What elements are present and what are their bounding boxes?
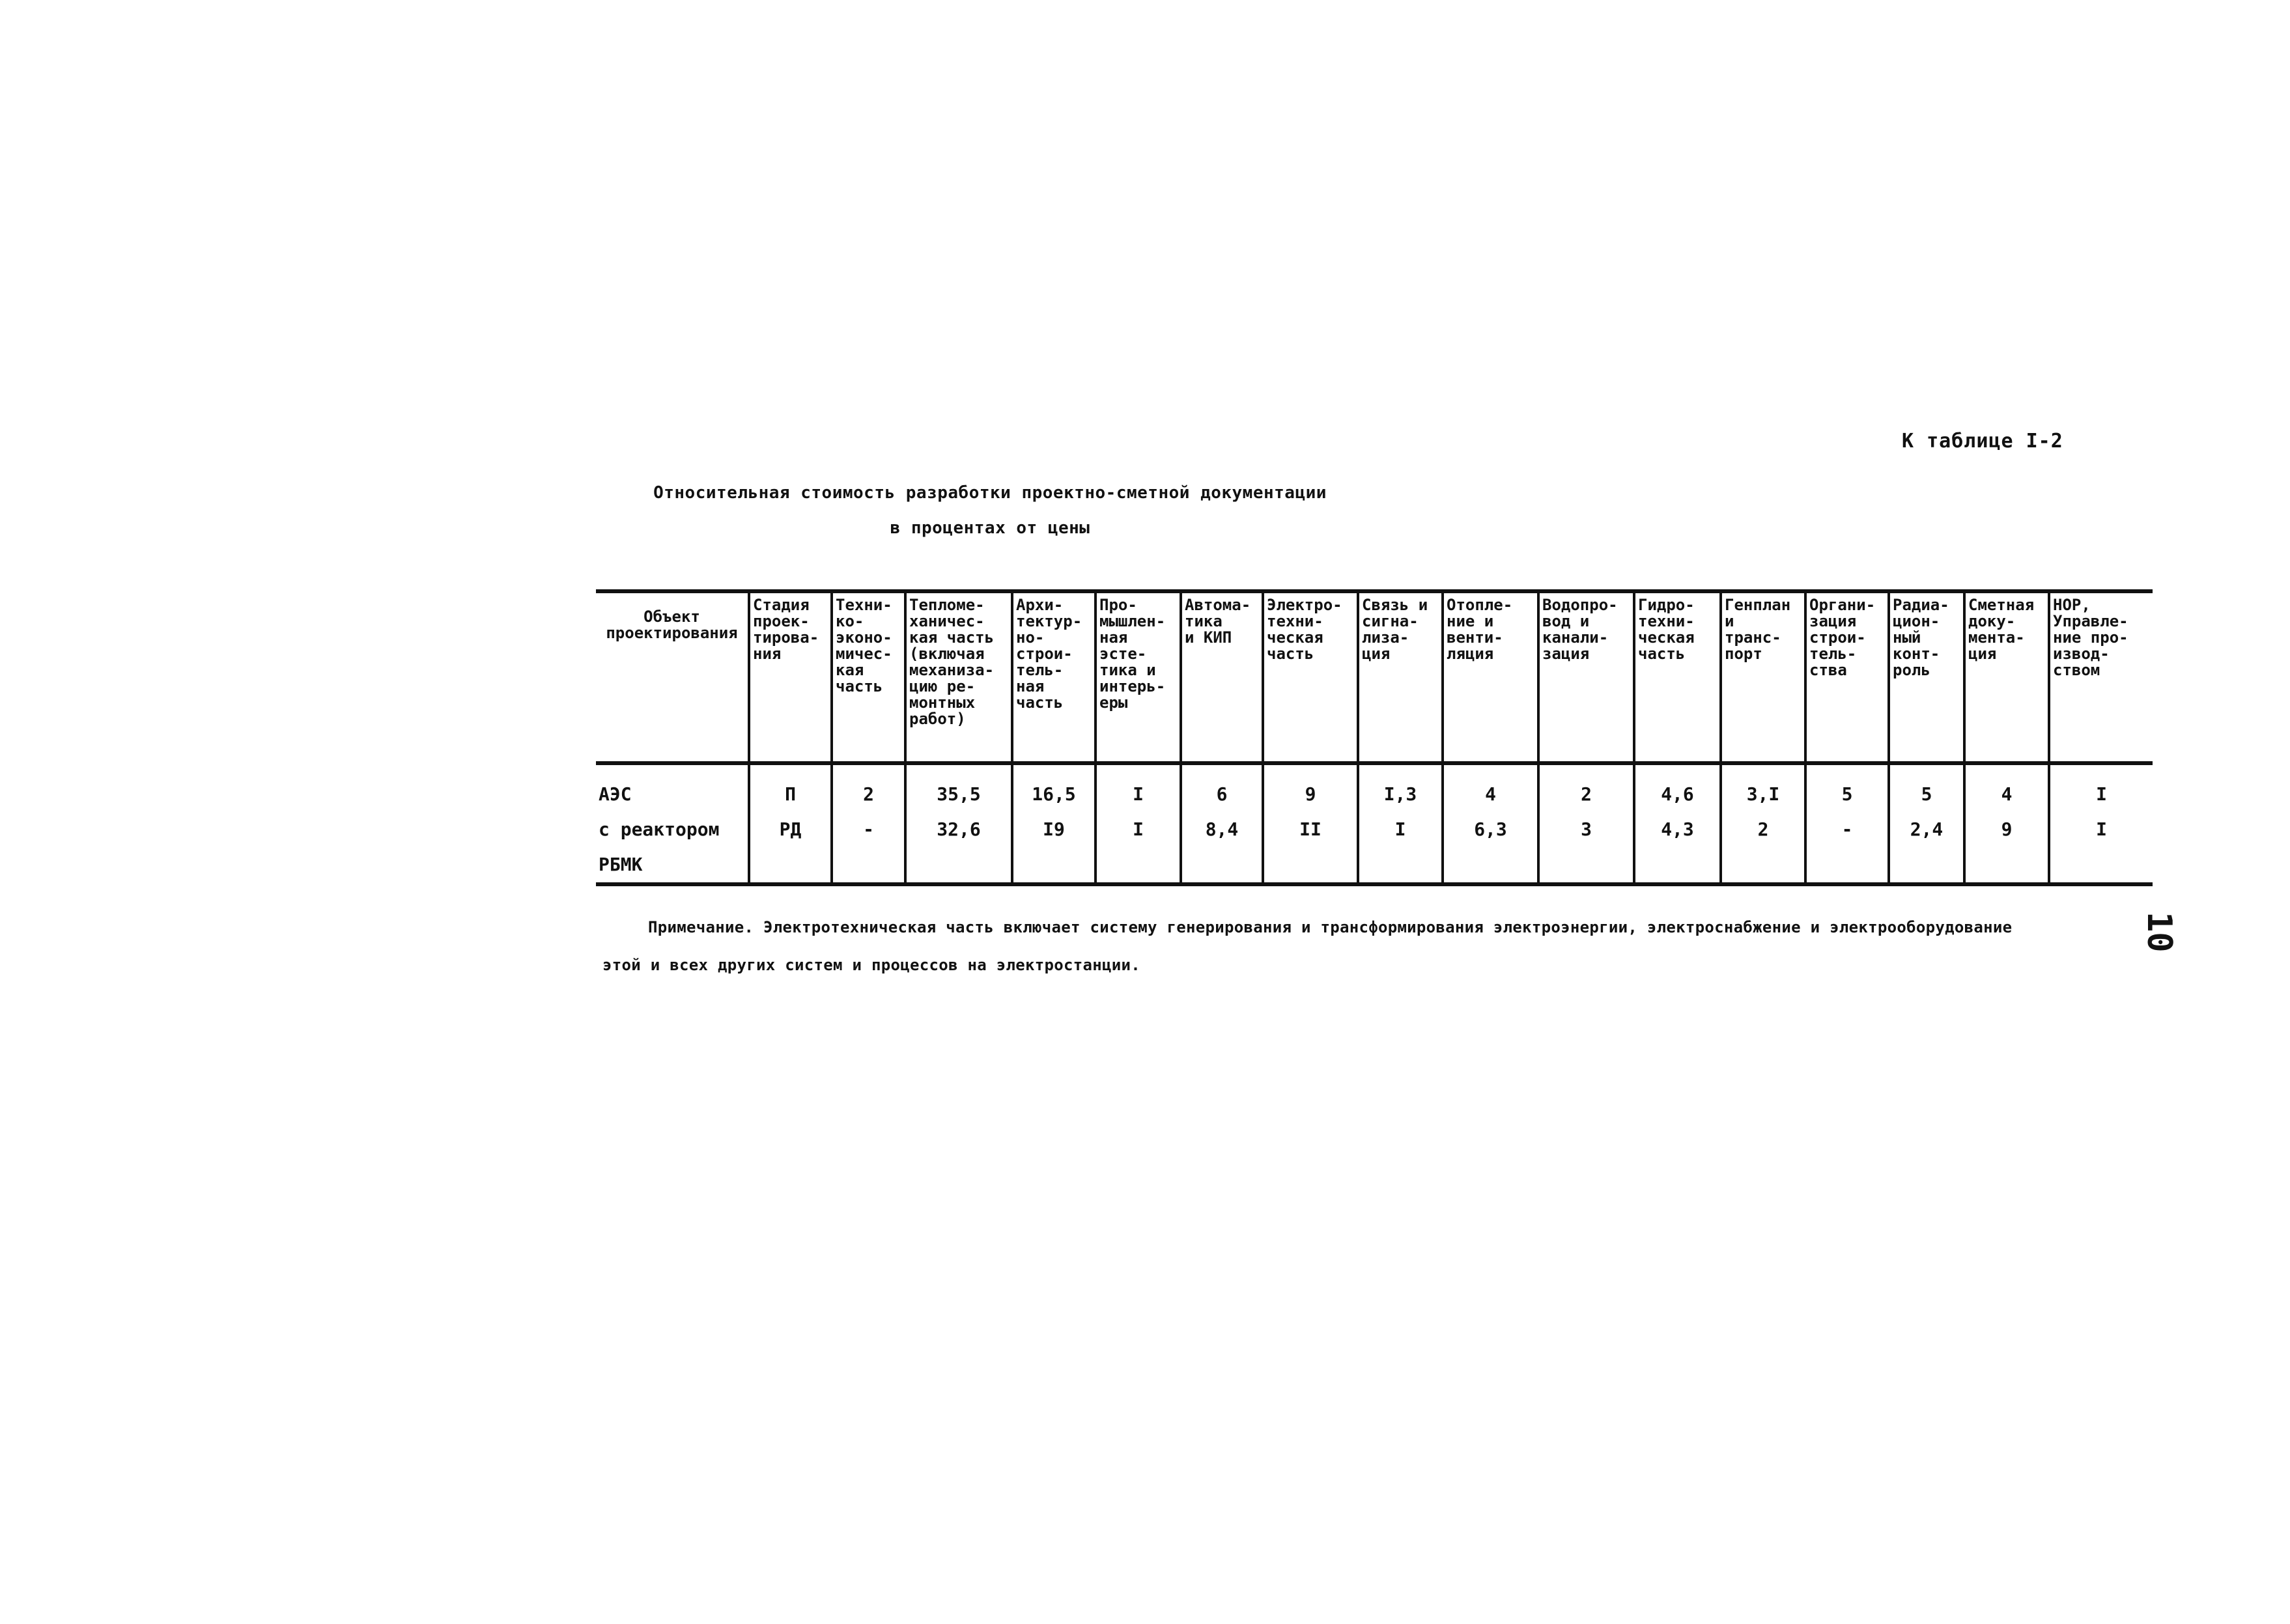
cell bbox=[1889, 847, 1964, 884]
cell bbox=[1263, 847, 1358, 884]
cell: II bbox=[1263, 812, 1358, 847]
cell: РД bbox=[749, 812, 832, 847]
cell: 4 bbox=[1443, 763, 1538, 812]
cell: 3 bbox=[1538, 812, 1634, 847]
cell: I,3 bbox=[1358, 763, 1443, 812]
header-genplan: Генплан и транс- порт bbox=[1721, 591, 1805, 763]
cell bbox=[1634, 847, 1721, 884]
header-water: Водопро- вод и канали- зация bbox=[1538, 591, 1634, 763]
header-tech-econ: Техни- ко- эконо- мичес- кая часть bbox=[832, 591, 905, 763]
cell: 4 bbox=[1964, 763, 2049, 812]
cell: 5 bbox=[1805, 763, 1889, 812]
cell: 9 bbox=[1263, 763, 1358, 812]
header-stage: Стадия проек- тирова- ния bbox=[749, 591, 832, 763]
note-line-2: этой и всех других систем и процессов на электростанции. bbox=[602, 956, 1140, 974]
cell: 32,6 bbox=[905, 812, 1012, 847]
header-construction-org: Органи- зация строи- тель- ства bbox=[1805, 591, 1889, 763]
cell: I9 bbox=[1012, 812, 1096, 847]
table-header-row bbox=[596, 591, 2153, 763]
cell bbox=[1805, 847, 1889, 884]
table-row bbox=[596, 763, 2153, 812]
cell: - bbox=[832, 812, 905, 847]
cell: 5 bbox=[1889, 763, 1964, 812]
cell: 6 bbox=[1181, 763, 1263, 812]
header-heating: Отопле- ние и венти- ляция bbox=[1443, 591, 1538, 763]
header-hydrotech: Гидро- техни- ческая часть bbox=[1634, 591, 1721, 763]
header-automation: Автома- тика и КИП bbox=[1181, 591, 1263, 763]
cell bbox=[1964, 847, 2049, 884]
cell: 2 bbox=[1721, 812, 1805, 847]
header-communications: Связь и сигна- лиза- ция bbox=[1358, 591, 1443, 763]
cell bbox=[905, 847, 1012, 884]
cell bbox=[1443, 847, 1538, 884]
cell bbox=[832, 847, 905, 884]
cell-object: АЭС bbox=[599, 783, 632, 805]
cell-object: РБМК bbox=[596, 847, 749, 884]
cell bbox=[1012, 847, 1096, 884]
cell: 2 bbox=[832, 763, 905, 812]
cell: 35,5 bbox=[905, 763, 1012, 812]
table-title: Относительная стоимость разработки проектно-сметной документации bbox=[653, 483, 1327, 503]
cell bbox=[1096, 847, 1181, 884]
cell: 8,4 bbox=[1181, 812, 1263, 847]
cell: - bbox=[1805, 812, 1889, 847]
header-architecture: Архи- тектур- но- строи- тель- ная часть bbox=[1012, 591, 1096, 763]
header-electrical: Электро- техни- ческая часть bbox=[1263, 591, 1358, 763]
cell: 2,4 bbox=[1889, 812, 1964, 847]
cell: I bbox=[1358, 812, 1443, 847]
table-reference: К таблице I-2 bbox=[1902, 430, 2063, 453]
header-object: Объект проектирования bbox=[596, 591, 749, 763]
cell: 3,I bbox=[1721, 763, 1805, 812]
cost-table bbox=[596, 589, 2153, 886]
header-thermomech: Тепломе- ханичес- кая часть (включая механиза- цию ре- монтных работ) bbox=[905, 591, 1012, 763]
cell: П bbox=[749, 763, 832, 812]
table-subtitle: в процентах от цены bbox=[890, 518, 1090, 538]
header-production-mgmt: НОР, Управле- ние про- извод- ством bbox=[2049, 591, 2153, 763]
cell bbox=[1721, 847, 1805, 884]
header-estimates: Сметная доку- мента- ция bbox=[1964, 591, 2049, 763]
cell: I bbox=[2049, 812, 2153, 847]
table-row bbox=[596, 847, 2153, 884]
page-number: 10 bbox=[2140, 912, 2179, 953]
cell: 6,3 bbox=[1443, 812, 1538, 847]
table-note bbox=[602, 908, 2153, 984]
cell: 4,3 bbox=[1634, 812, 1721, 847]
note-line-1: Примечание. Электротехническая часть включает систему генерирования и трансформирования электроэнергии, электроснабжение и электрооборудование bbox=[648, 918, 2013, 936]
cell: I bbox=[1096, 812, 1181, 847]
table-row bbox=[596, 812, 2153, 847]
cell: 4,6 bbox=[1634, 763, 1721, 812]
cell: 16,5 bbox=[1012, 763, 1096, 812]
cell bbox=[1358, 847, 1443, 884]
cell bbox=[2049, 847, 2153, 884]
cell bbox=[749, 847, 832, 884]
cell: 2 bbox=[1538, 763, 1634, 812]
cell: 9 bbox=[1964, 812, 2049, 847]
header-aesthetics: Про- мышлен- ная эсте- тика и интерь- еры bbox=[1096, 591, 1181, 763]
cell bbox=[1181, 847, 1263, 884]
cell-object: с реактором bbox=[599, 819, 720, 840]
header-radiation-control: Радиа- цион- ный конт- роль bbox=[1889, 591, 1964, 763]
cell: I bbox=[1096, 763, 1181, 812]
cell: I bbox=[2049, 763, 2153, 812]
cell bbox=[1538, 847, 1634, 884]
